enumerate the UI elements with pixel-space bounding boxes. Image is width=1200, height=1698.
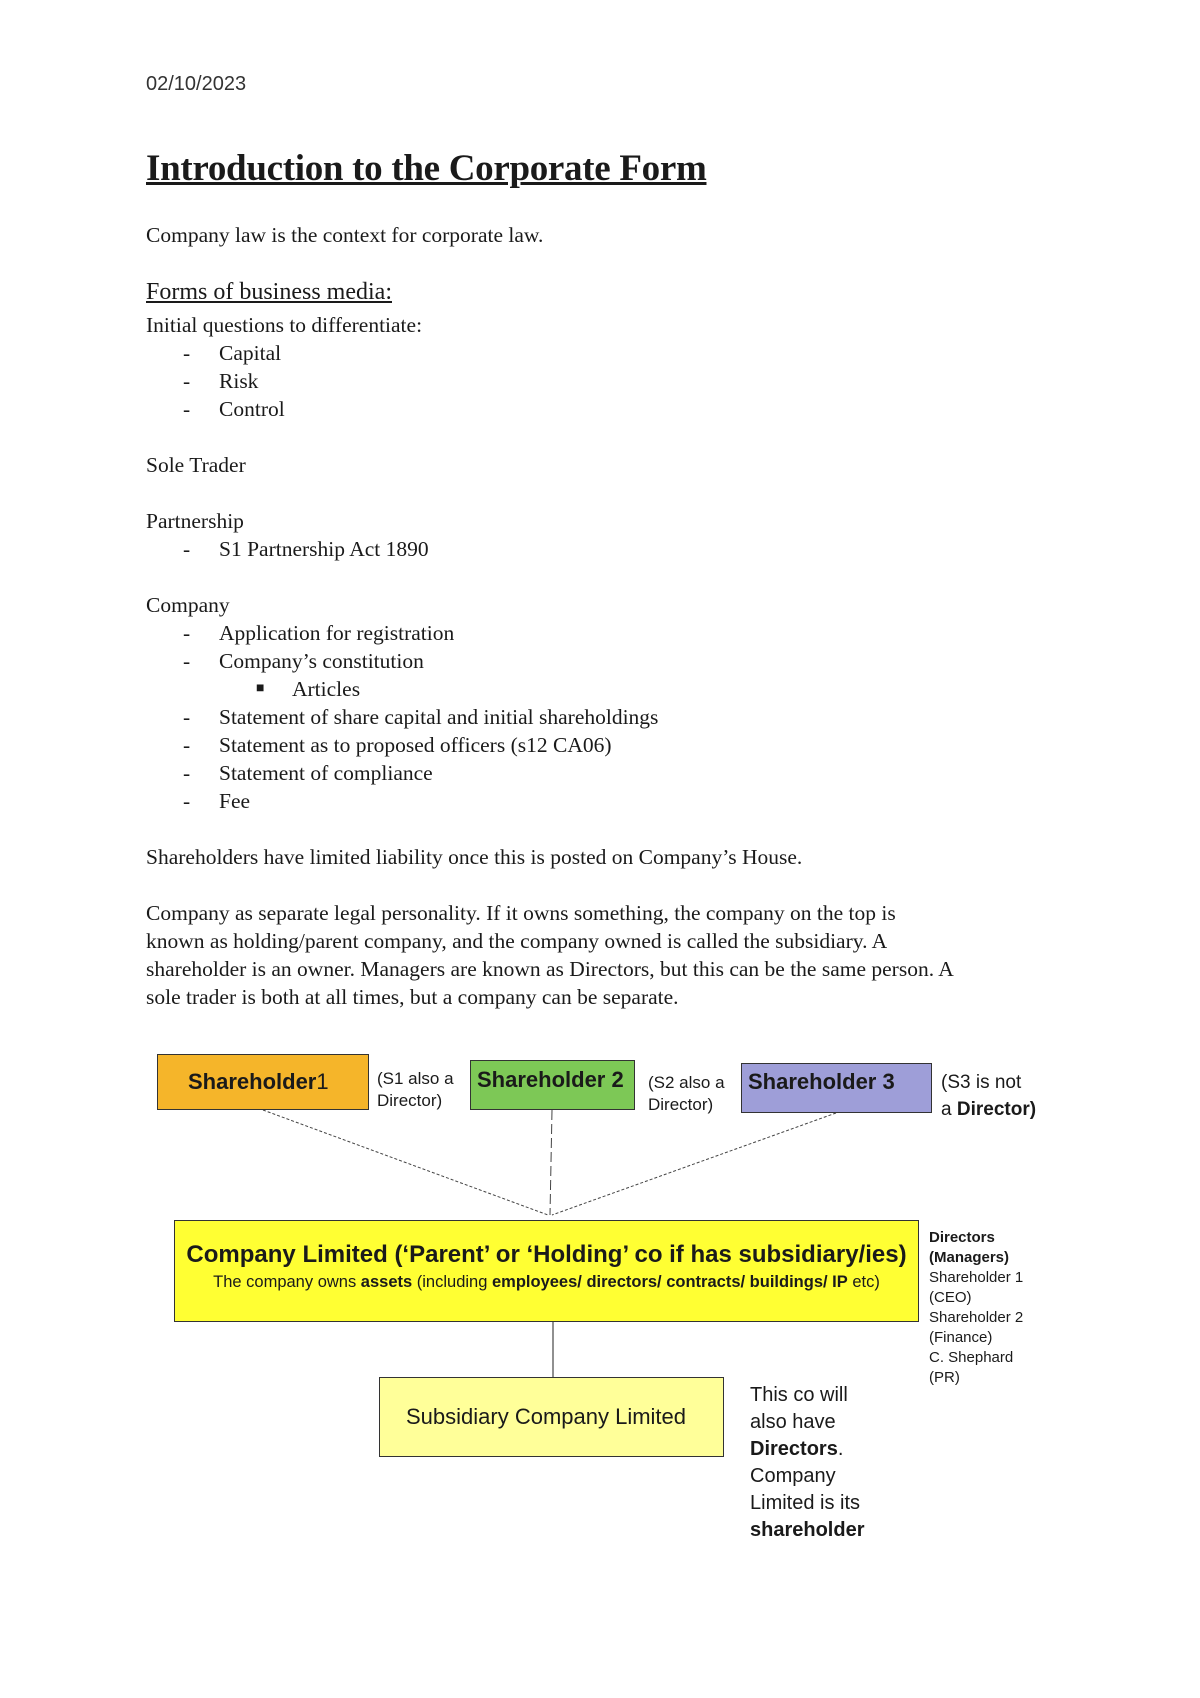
partnership-text: Partnership (146, 509, 244, 533)
list-item-text: Fee (219, 789, 251, 813)
list-item-text: Statement of compliance (219, 761, 433, 785)
forms-heading: Forms of business media: (146, 279, 392, 305)
page-title: Introduction to the Corporate Form (146, 148, 707, 189)
shareholder-2-box (470, 1060, 635, 1110)
shareholder-1-box (157, 1054, 369, 1110)
list-sub-item: ■ Articles (256, 677, 361, 701)
list-item: - Statement of compliance (183, 761, 433, 785)
list-item: - Application for registration (183, 621, 455, 645)
limited-liability-text: Shareholders have limited liability once this is posted on Company’s House. (146, 845, 803, 869)
paragraph-line: shareholder is an owner. Managers are known as Directors, but this can be the same person. A (146, 957, 954, 981)
note-line: shareholder (750, 1519, 865, 1541)
subsidiary-company-label: Subsidiary Company Limited (406, 1404, 687, 1429)
subtitle-bold: employees/ directors/ contracts/ buildings/ IP (491, 1272, 848, 1291)
sole-trader-text: Sole Trader (146, 453, 246, 477)
directors-heading: (Managers) (929, 1249, 1010, 1266)
subtitle-text: The company owns (213, 1272, 361, 1291)
list-item-text: Capital (219, 341, 282, 365)
note-bold-text: Directors (750, 1438, 838, 1460)
note-line (750, 1436, 864, 1463)
list-item-text: Application for registration (219, 621, 455, 645)
note-line: also have (750, 1411, 836, 1433)
parent-company-title: Company Limited (‘Parent’ or ‘Holding’ co if has subsidiary/ies) (186, 1240, 907, 1268)
shareholder-3-label: Shareholder 3 (748, 1069, 895, 1094)
paragraph-line: Company as separate legal personality. If it owns something, the company on the top is (146, 901, 896, 925)
shareholder-1-label: Shareholder (188, 1069, 317, 1094)
note-text: a (941, 1099, 957, 1120)
list-item: - Statement as to proposed officers (s12 CA06) (183, 733, 612, 757)
shareholder-1-note (377, 1068, 454, 1112)
connector-sh2 (550, 1110, 552, 1215)
subsidiary-note (750, 1382, 864, 1544)
list-item-text: S1 Partnership Act 1890 (219, 537, 429, 561)
shareholder-2-label: Shareholder 2 (477, 1067, 624, 1092)
list-item-text: Statement of share capital and initial shareholdings (219, 705, 659, 729)
shareholder-3-note (941, 1069, 1036, 1123)
list-item-text: Company’s constitution (219, 649, 424, 673)
note-line: Director) (377, 1091, 443, 1110)
note-line: Company (750, 1465, 836, 1487)
list-item: - Risk (183, 369, 259, 393)
director-line: Shareholder 1 (929, 1269, 1024, 1286)
initial-questions-text: Initial questions to differentiate: (146, 313, 423, 337)
list-item: - Control (183, 397, 285, 421)
list-item: - Fee (183, 789, 251, 813)
parent-company-subtitle (213, 1273, 880, 1292)
list-item: - Statement of share capital and initial shareholdings (183, 705, 659, 729)
note-line: (S2 also a (648, 1073, 725, 1092)
directors-heading: Directors (929, 1229, 995, 1246)
list-item-text: Articles (292, 677, 361, 701)
director-line: (Finance) (929, 1329, 993, 1346)
parent-company-box (174, 1220, 919, 1322)
paragraph-line: sole trader is both at all times, but a company can be separate. (146, 985, 679, 1009)
shareholder-3-box (741, 1063, 932, 1113)
director-line: (PR) (929, 1369, 960, 1386)
subtitle-text: etc) (847, 1272, 880, 1291)
note-line: This co will (750, 1384, 848, 1406)
note-line: Director) (648, 1095, 714, 1114)
list-item: - S1 Partnership Act 1890 (183, 537, 429, 561)
note-line: Limited is its (750, 1492, 861, 1514)
note-line: (S1 also a (377, 1069, 454, 1088)
subtitle-text: (including (412, 1272, 492, 1291)
directors-note (929, 1228, 1023, 1388)
intro-text: Company law is the context for corporate law. (146, 223, 544, 247)
shareholder-2-note (648, 1072, 725, 1116)
list-item-text: Statement as to proposed officers (s12 CA06) (219, 733, 612, 757)
list-item: - Company’s constitution (183, 649, 424, 673)
subtitle-bold: assets (360, 1272, 413, 1291)
note-bold-text: Director) (956, 1099, 1037, 1120)
director-line: Shareholder 2 (929, 1309, 1024, 1326)
note-line (941, 1096, 1036, 1123)
note-line: (S3 is not (941, 1072, 1022, 1093)
director-line: C. Shephard (929, 1349, 1014, 1366)
shareholder-1-number: 1 (316, 1069, 329, 1094)
document-date: 02/10/2023 (146, 73, 247, 95)
connector-sh1 (263, 1110, 548, 1215)
note-text: . (837, 1438, 844, 1460)
company-text: Company (146, 593, 230, 617)
list-item-text: Risk (219, 369, 259, 393)
connector-sh3 (552, 1113, 836, 1215)
list-item: - Capital (183, 341, 282, 365)
paragraph-line: known as holding/parent company, and the company owned is called the subsidiary. A (146, 929, 888, 953)
subsidiary-company-box (379, 1377, 724, 1457)
list-item-text: Control (219, 397, 285, 421)
director-line: (CEO) (929, 1289, 972, 1306)
